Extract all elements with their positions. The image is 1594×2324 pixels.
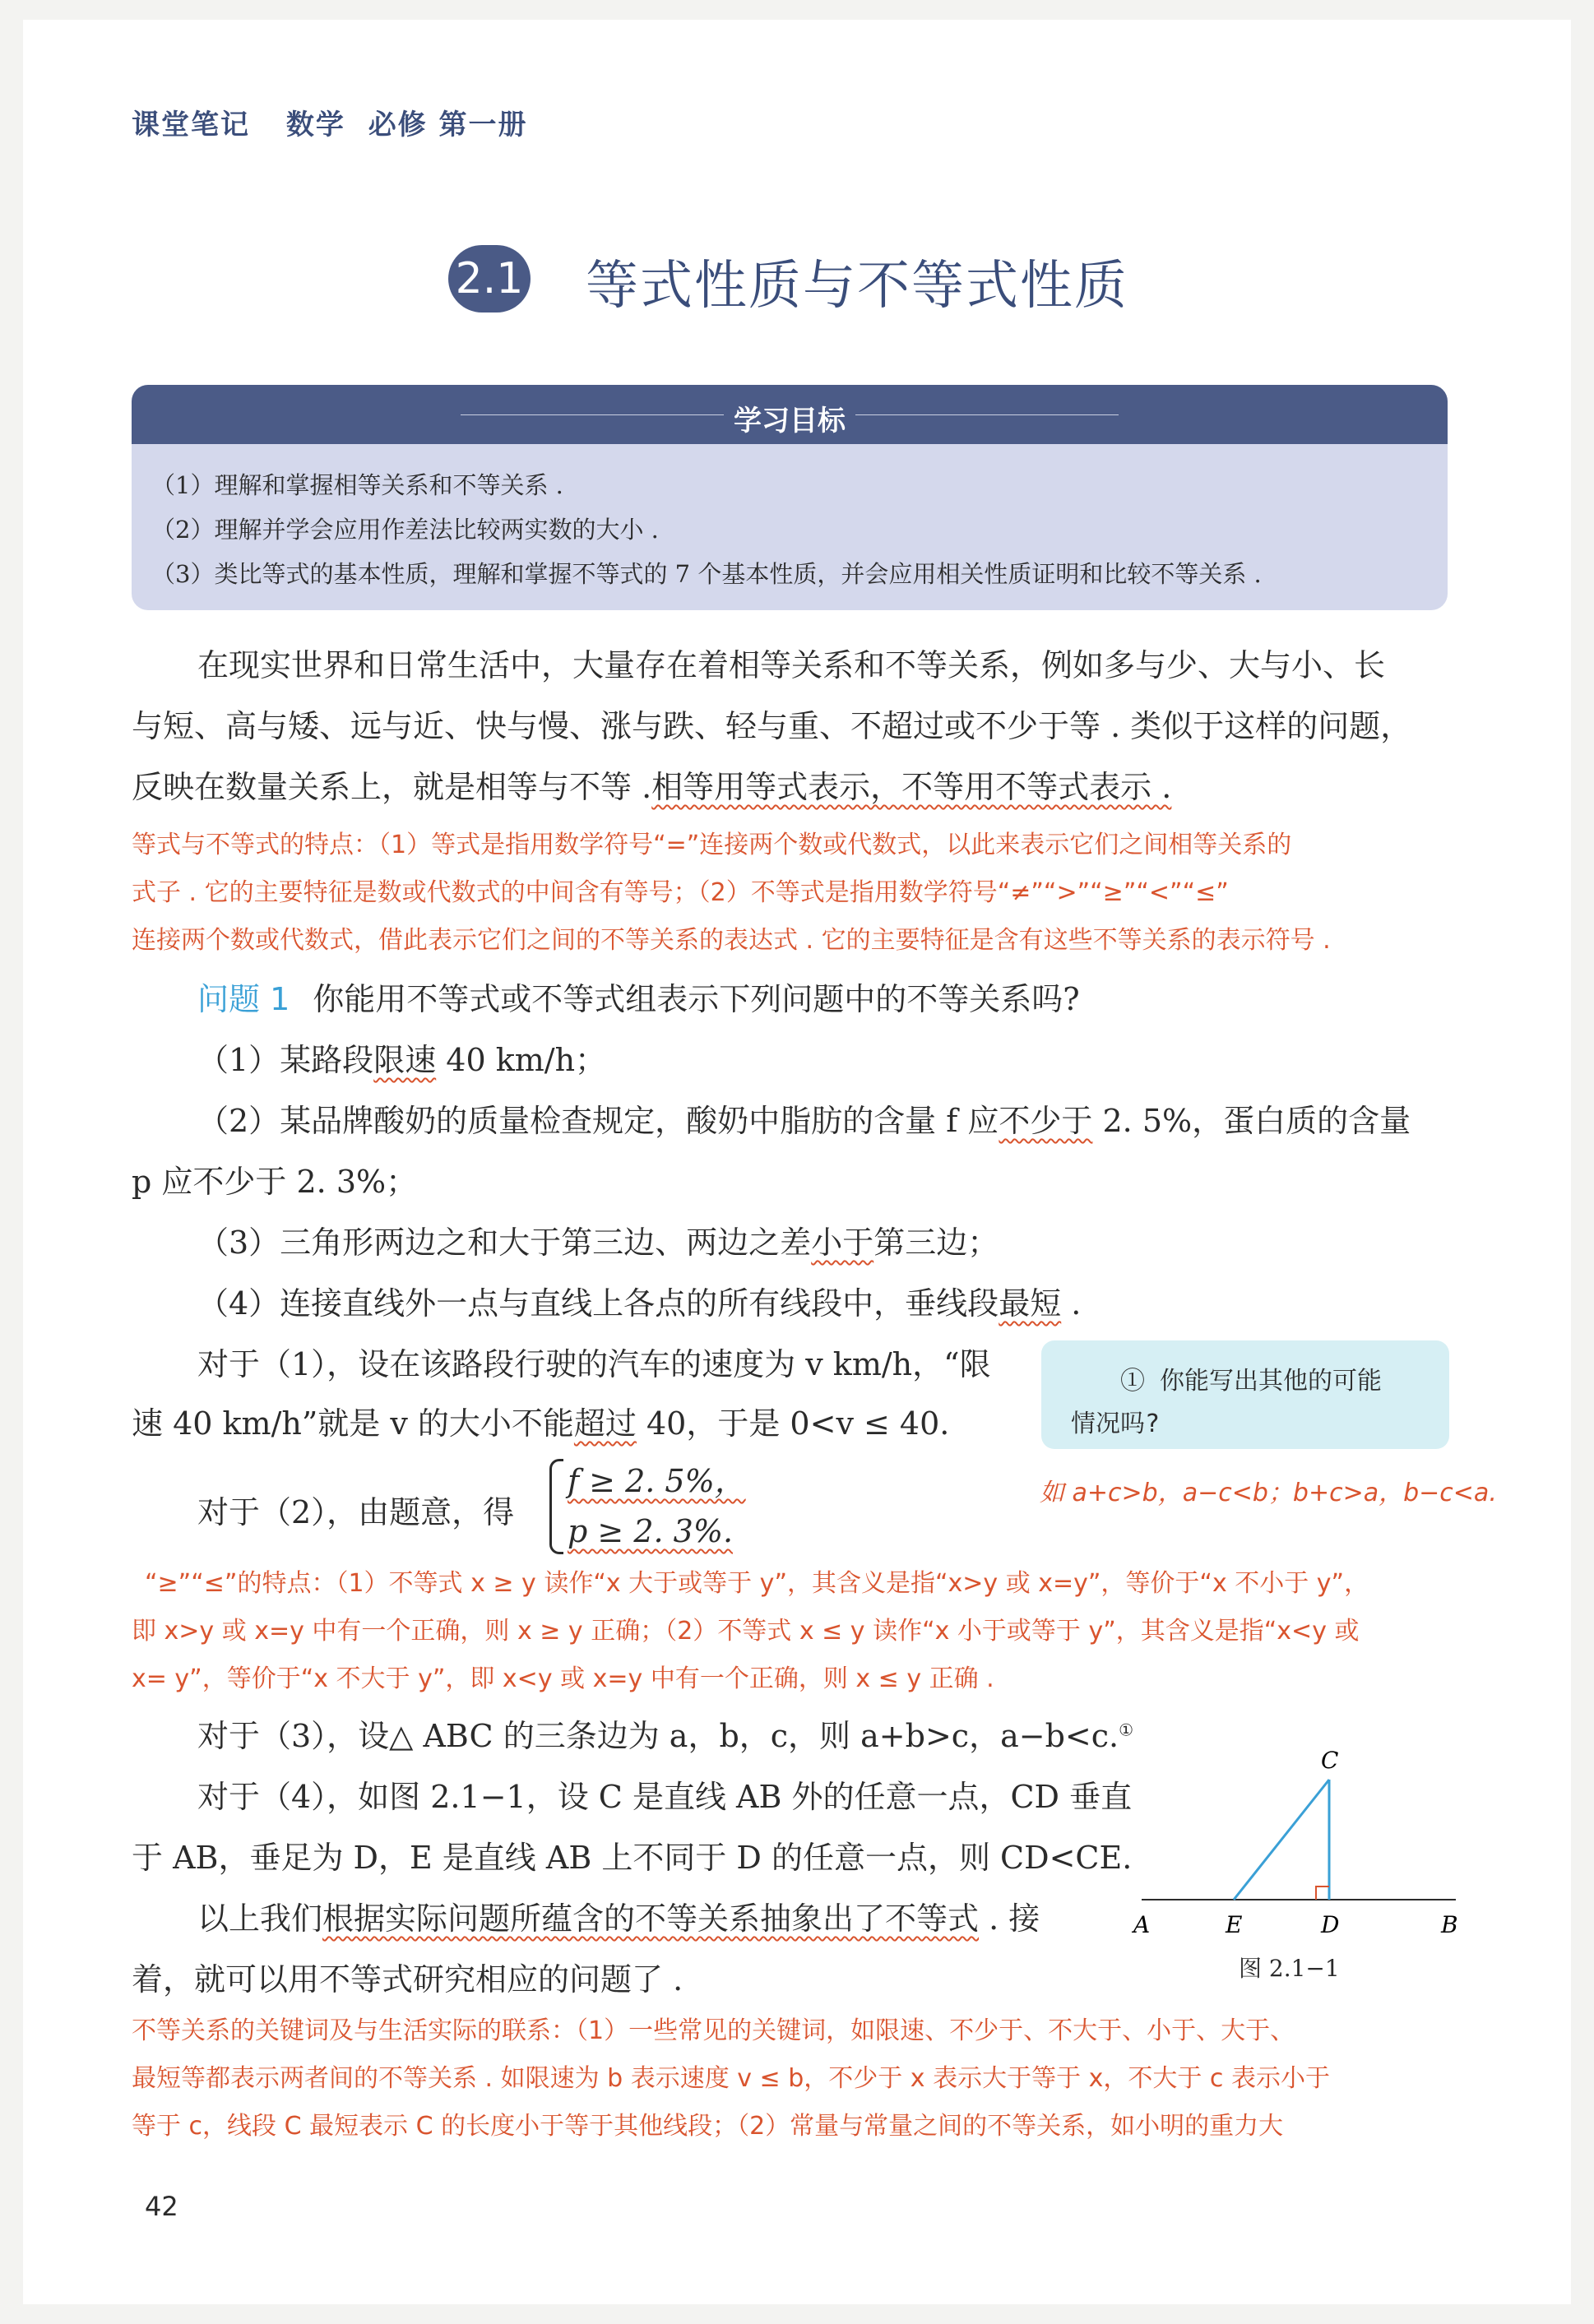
- point-label-a: A: [1133, 1911, 1151, 1938]
- question-label: 问题 1: [197, 981, 290, 1017]
- volume-name: 必修 第一册: [368, 109, 528, 141]
- intro-line: 与短、高与矮、远与近、快与慢、涨与跌、轻与重、不超过或不少于等 . 类似于这样的问题，: [132, 708, 1412, 744]
- question-item: （4）连接直线外一点与直线上各点的所有线段中，垂线段最短 .: [197, 1285, 1082, 1322]
- footnote-mark: ①: [1119, 1720, 1134, 1740]
- question-item: （2）某品牌酸奶的质量检查规定，酸奶中脂肪的含量 f 应不少于 2. 5%，蛋白质的含量: [197, 1103, 1411, 1139]
- question-item: （3）三角形两边之和大于第三边、两边之差小于第三边；: [197, 1224, 999, 1261]
- side-note-answer: 如 a+c>b，a−c<b；b+c>a，b−c<a.: [1040, 1479, 1497, 1507]
- conclusion-line: 以上我们根据实际问题所蕴含的不等关系抽象出了不等式 . 接: [197, 1900, 1040, 1937]
- answer-line: 速 40 km/h”就是 v 的大小不能超过 40，于是 0<v ≤ 40.: [132, 1405, 950, 1442]
- figure-2-1-1: [1127, 1735, 1472, 1941]
- annotation-line: 式子 . 它的主要特征是数或代数式的中间含有等号；（2）不等式是指用数学符号“≠”“>”“≥”“<”“≤”: [132, 878, 1229, 907]
- system-brace: [549, 1459, 563, 1554]
- annotation-line: 等式与不等式的特点：（1）等式是指用数学符号“=”连接两个数或代数式，以此来表示它们之间相等关系的: [132, 831, 1292, 859]
- point-label-e: E: [1226, 1911, 1243, 1938]
- annotation-line: “≥”“≤”的特点：（1）不等式 x ≥ y 读作“x 大于或等于 y”，其含义是指“x>y 或 x=y”，等价于“x 不小于 y”，: [145, 1569, 1369, 1598]
- inequality: p ≥ 2. 3%.: [568, 1513, 734, 1549]
- learning-goals-header: [132, 385, 1448, 444]
- point-label-d: D: [1321, 1911, 1340, 1938]
- annotation-line: 连接两个数或代数式，借此表示它们之间的不等关系的表达式 . 它的主要特征是含有这些不等关系的表示符号 .: [132, 926, 1331, 955]
- point-label-c: C: [1321, 1747, 1339, 1774]
- annotation-line: 最短等都表示两者间的不等关系 . 如限速为 b 表示速度 v ≤ b，不少于 x 表示大于等于 x，不大于 c 表示小于: [132, 2064, 1330, 2093]
- inequality: f ≥ 2. 5%，: [568, 1463, 746, 1499]
- intro-line: 反映在数量关系上，就是相等与不等 .相等用等式表示，不等用不等式表示 .: [132, 769, 1172, 805]
- book-name: 课堂笔记: [132, 109, 250, 141]
- learning-goals-title: 学习目标: [734, 405, 846, 437]
- conclusion-line: 着，就可以用不等式研究相应的问题了 .: [132, 1961, 683, 1998]
- answer-line: 对于（4），如图 2.1−1，设 C 是直线 AB 外的任意一点，CD 垂直: [197, 1779, 1133, 1815]
- question-heading: [197, 974, 1080, 1019]
- running-header: [132, 102, 553, 142]
- right-angle-mark: [1316, 1887, 1329, 1900]
- answer-line: 对于（1），设在该路段行驶的汽车的速度为 v km/h，“限: [197, 1346, 991, 1382]
- underlined-phrase: 相等用等式表示，不等用不等式表示 .: [651, 769, 1172, 805]
- annotation-line: x= y”，等价于“x 不大于 y”，即 x<y 或 x=y 中有一个正确，则 x ≤ y 正确 .: [132, 1664, 994, 1693]
- side-note-text: ① 你能写出其他的可能: [1120, 1367, 1383, 1396]
- learning-goals-box: [132, 385, 1448, 610]
- section-title: 等式性质与不等式性质: [586, 256, 1128, 317]
- page-number: 42: [145, 2191, 178, 2222]
- question-item-cont: p 应不少于 2. 3%；: [132, 1164, 418, 1200]
- annotation-line: 等于 c，线段 C 最短表示 C 的长度小于等于其他线段；（2）常量与常量之间的不等关系，如小明的重力大: [132, 2112, 1284, 2141]
- answer-line: 对于（3），设△ ABC 的三条边为 a，b，c，则 a+b>c，a−b<c.①: [197, 1718, 1134, 1754]
- point-label-b: B: [1441, 1911, 1458, 1938]
- annotation-line: 即 x>y 或 x=y 中有一个正确，则 x ≥ y 正确；（2）不等式 x ≤ y 读作“x 小于或等于 y”，其含义是指“x<y 或: [132, 1617, 1360, 1646]
- side-note-box: [1041, 1340, 1449, 1449]
- side-note-text: 情况吗?: [1071, 1410, 1161, 1438]
- answer-line: 对于（2），由题意，得: [197, 1494, 515, 1530]
- intro-line: 在现实世界和日常生活中，大量存在着相等关系和不等关系，例如多与少、大与小、长: [197, 647, 1386, 683]
- goal-item: （2）理解并学会应用作差法比较两实数的大小 .: [151, 516, 659, 544]
- goal-item: （3）类比等式的基本性质，理解和掌握不等式的 7 个基本性质，并会应用相关性质证明和比较不等关系 .: [151, 560, 1262, 588]
- question-text: 你能用不等式或不等式组表示下列问题中的不等关系吗?: [313, 981, 1080, 1017]
- subject-name: 数学: [285, 109, 345, 141]
- segment-ce: [1234, 1780, 1329, 1900]
- question-item: （1）某路段限速 40 km/h；: [197, 1042, 607, 1078]
- annotation-line: 不等关系的关键词及与生活实际的联系：（1）一些常见的关键词，如限速、不少于、不大于、小于、大于、: [132, 2016, 1295, 2045]
- section-number-badge: 2.1: [448, 245, 531, 312]
- answer-line: 于 AB，垂足为 D，E 是直线 AB 上不同于 D 的任意一点，则 CD<CE.: [132, 1840, 1133, 1876]
- figure-caption: 图 2.1−1: [1239, 1955, 1340, 1982]
- goal-item: （1）理解和掌握相等关系和不等关系 .: [151, 471, 563, 499]
